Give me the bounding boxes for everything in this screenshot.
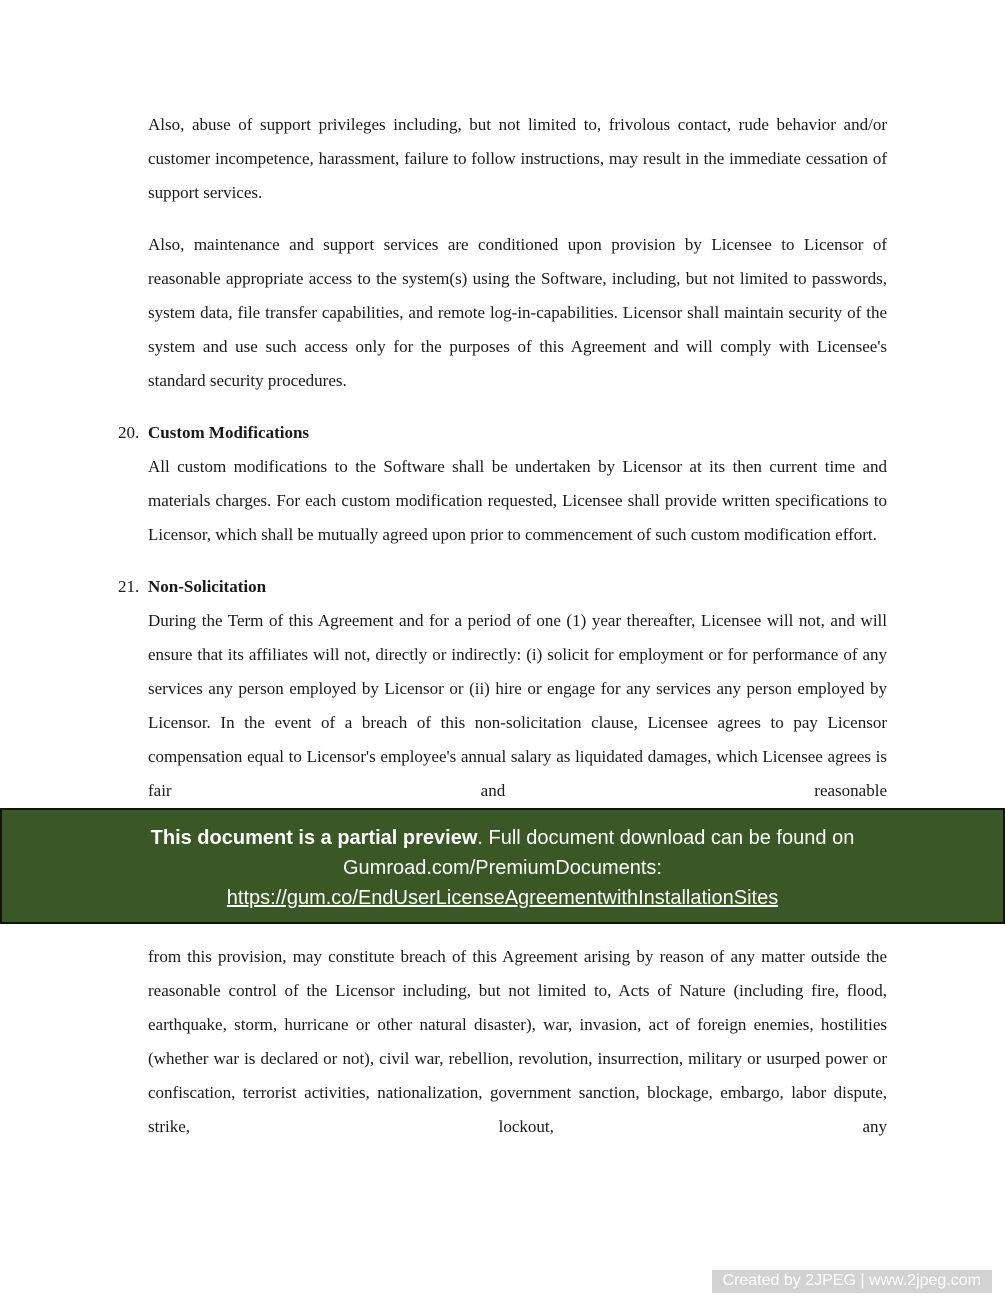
banner-download-link[interactable]: https://gum.co/EndUserLicenseAgreementwithInstallationSites (226, 887, 779, 909)
banner-message (42, 823, 963, 853)
partial-preview-banner (0, 808, 1005, 924)
document-body-bottom (0, 924, 1005, 1144)
section-non-solicitation (118, 570, 887, 808)
section-title: Non-Solicitation (148, 577, 267, 596)
section-body: All custom modifications to the Software shall be undertaken by Licensor at its then current time and materials charges. For each custom modification requested, Licensee shall provide written specifications to Licensor, which shall be mutually agreed upon prior to commencement of such custom modification effort. (148, 457, 887, 544)
paragraph-support-abuse: Also, abuse of support privileges including, but not limited to, frivolous contact, rude behavior and/or customer incompetence, harassment, failure to follow instructions, may result in the immediate cessation of support services. (148, 115, 887, 202)
section-title: Custom Modifications (148, 423, 310, 442)
banner-gumroad-line: Gumroad.com/PremiumDocuments: (343, 857, 662, 879)
section-body: During the Term of this Agreement and for a period of one (1) year thereafter, Licensee will not, and will ensure that its affiliates will not, directly or indirectly: (i) solicit for employment or for performance of any services any person employed by Licensor or (ii) hire or engage for any services any person employed by Licensor. In the event of a breach of this non-solicitation clause, Licensee agrees to pay Licensor compensation equal to Licensor's employee's annual salary as liquidated damages, which Licensee agrees is fair and reasonable (148, 611, 887, 800)
banner-bold-text: This document is a partial preview (150, 827, 478, 849)
banner-rest-text: . Full document download can be found on (477, 827, 855, 849)
paragraph-force-majeure: from this provision, may constitute breach of this Agreement arising by reason of any matter outside the reasonable control of the Licensor including, but not limited to, Acts of Nature (including fire, flood, earthquake, storm, hurricane or other natural disaster), war, invasion, act of foreign enemies, hostilities (whether war is declared or not), civil war, rebellion, revolution, insurrection, military or usurped power or confiscation, terrorist activities, nationalization, government sanction, blockage, embargo, labor dispute, strike, lockout, any (148, 947, 887, 1136)
section-heading (118, 570, 887, 604)
creator-watermark: Created by 2JPEG | www.2jpeg.com (712, 1270, 993, 1293)
section-heading (118, 416, 887, 450)
section-number: 20. (118, 423, 140, 442)
section-custom-modifications (118, 416, 887, 552)
paragraph-maintenance-access: Also, maintenance and support services are conditioned upon provision by Licensee to Licensor of reasonable appropriate access to the system(s) using the Software, including, but not limited to passwords, system data, file transfer capabilities, and remote log-in-capabilities. Licensor shall maintain security of the system and use such access only for the purposes of this Agreement and will comply with Licensee's standard security procedures. (148, 235, 887, 390)
section-number: 21. (118, 577, 140, 596)
banner-link-line (42, 883, 963, 913)
